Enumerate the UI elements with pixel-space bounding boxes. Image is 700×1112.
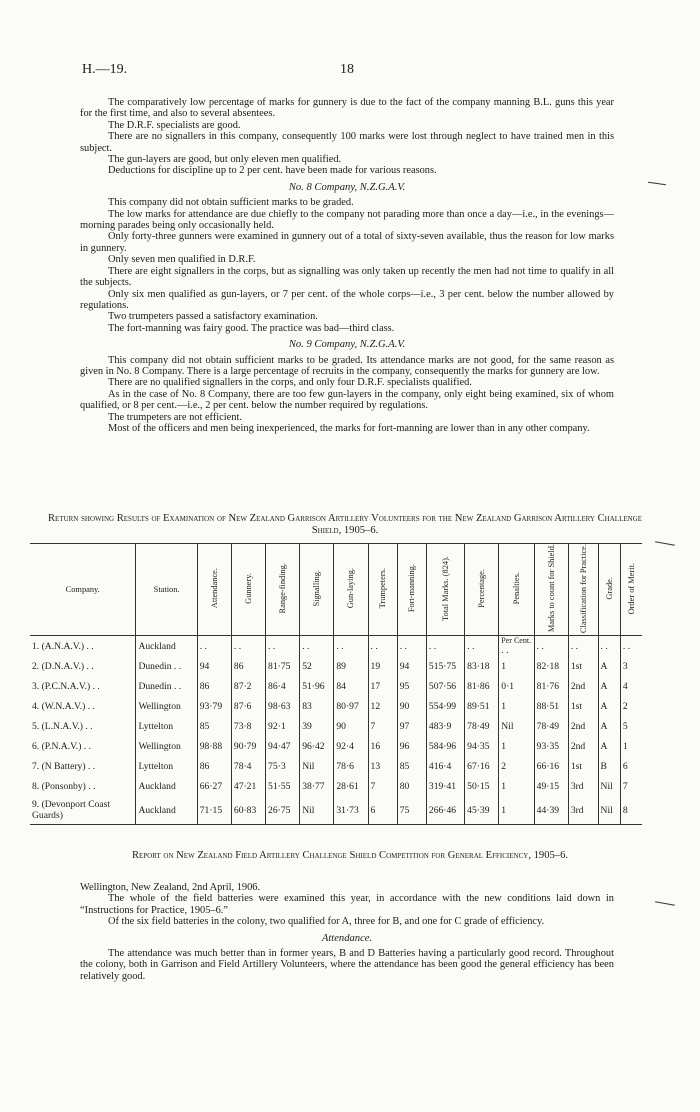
- table-cell: 3: [620, 656, 642, 676]
- table-cell: Dunedin . .: [136, 656, 197, 676]
- paragraph: As in the case of No. 8 Company, there are too few gun-layers in the company, only eight being examined, six of whom qualified, or 8 per cent.—i.e., 2 per cent. below the number required by regulations.: [80, 388, 614, 412]
- table-cell: 2nd: [568, 676, 598, 696]
- table-cell: 319·41: [426, 776, 464, 796]
- table-cell: 19: [368, 656, 397, 676]
- table-row: [30, 696, 642, 716]
- table-cell: [499, 636, 534, 657]
- table-cell: 5: [620, 716, 642, 736]
- table-cell: 96: [397, 736, 426, 756]
- margin-mark: [648, 182, 666, 185]
- column-header: Fort-manning.: [407, 564, 417, 613]
- table-row: [30, 636, 642, 657]
- table-cell: 1: [499, 656, 534, 676]
- table-cell: 9. (Devonport Coast Guards): [30, 796, 136, 825]
- table-cell: 2: [499, 756, 534, 776]
- section-heading: No. 8 Company, N.Z.G.A.V.: [288, 181, 406, 193]
- table-row: [30, 776, 642, 796]
- table-cell: . .: [620, 636, 642, 657]
- table-cell: 78·6: [334, 756, 368, 776]
- table-cell: 94·47: [266, 736, 300, 756]
- table-body: [30, 636, 642, 825]
- results-table: [30, 543, 642, 825]
- table-cell: 3rd: [568, 796, 598, 825]
- table-cell: Nil: [598, 796, 620, 825]
- table-cell: 44·39: [534, 796, 568, 825]
- paragraph: The low marks for attendance are due chiefly to the company not parading more than once a day—i.e., in the evenings—morning parades being only occasionally held.: [80, 208, 614, 232]
- table-cell: 3rd: [568, 776, 598, 796]
- table-cell: 94: [197, 656, 231, 676]
- table-cell: 1: [499, 696, 534, 716]
- table-cell: A: [598, 676, 620, 696]
- paragraph: This company did not obtain sufficient marks to be graded.: [108, 197, 354, 209]
- table-cell: 507·56: [426, 676, 464, 696]
- margin-mark: [655, 541, 675, 545]
- table-cell: 7: [368, 776, 397, 796]
- table-cell: 93·35: [534, 736, 568, 756]
- paragraph: This company did not obtain sufficient marks to be graded. Its attendance marks are not good, for the same reason as given in No. 8 Company. There is a large percentage of recruits in the company, consequently the marks for gunnery are low.: [80, 354, 614, 377]
- table-cell: 47·21: [231, 776, 265, 796]
- table-cell: 66·27: [197, 776, 231, 796]
- penalty-unit: Per Cent.: [501, 636, 532, 646]
- paragraph: Only six men qualified as gun-layers, or 7 per cent. of the whole corps—i.e., 3 per cent. below the number allowed by regulations.: [80, 288, 614, 311]
- table-cell: Wellington: [136, 696, 197, 716]
- table-cell: . .: [426, 636, 464, 657]
- table-cell: 81·86: [465, 676, 499, 696]
- column-header: Classification for Practice.: [578, 544, 588, 634]
- table-cell: 483·9: [426, 716, 464, 736]
- table-cell: 1: [620, 736, 642, 756]
- table-cell: . .: [197, 636, 231, 657]
- table-cell: Auckland: [136, 776, 197, 796]
- table-cell: 515·75: [426, 656, 464, 676]
- table-cell: 86: [197, 676, 231, 696]
- table-cell: 94·35: [465, 736, 499, 756]
- table-cell: 7: [620, 776, 642, 796]
- table-cell: 88·51: [534, 696, 568, 716]
- column-header: Total Marks. (824).: [441, 556, 451, 622]
- table-cell: Lyttelton: [136, 756, 197, 776]
- table-cell: . .: [598, 636, 620, 657]
- table-cell: Auckland: [136, 796, 197, 825]
- table-cell: . .: [568, 636, 598, 657]
- table-cell: A: [598, 656, 620, 676]
- paragraph: There are eight signallers in the corps, but as signalling was only taken up recently the men had not time to qualify in all the subjects.: [80, 265, 614, 289]
- table-row: [30, 756, 642, 776]
- table-cell: 86: [197, 756, 231, 776]
- table-cell: 7: [368, 716, 397, 736]
- table-cell: 80: [397, 776, 426, 796]
- table-cell: 81·75: [266, 656, 300, 676]
- column-header: Signalling.: [312, 570, 322, 607]
- table-cell: 49·15: [534, 776, 568, 796]
- paragraph: There are no qualified signallers in the corps, and only four D.R.F. specialists qualified.: [108, 377, 472, 389]
- table-cell: 86: [231, 656, 265, 676]
- table-cell: 71·15: [197, 796, 231, 825]
- table-cell: 86·4: [266, 676, 300, 696]
- section-heading: Attendance.: [321, 932, 373, 944]
- table-cell: 93·79: [197, 696, 231, 716]
- table-cell: 38·77: [300, 776, 334, 796]
- table-cell: 98·63: [266, 696, 300, 716]
- table-cell: . .: [465, 636, 499, 657]
- page-number: 18: [340, 62, 354, 77]
- cell-value: . .: [501, 645, 509, 657]
- table-cell: 73·8: [231, 716, 265, 736]
- table-cell: 67·16: [465, 756, 499, 776]
- table-cell: 1: [499, 776, 534, 796]
- table-cell: 554·99: [426, 696, 464, 716]
- column-header: Company.: [30, 544, 136, 636]
- place-date: Wellington, New Zealand, 2nd April, 1906.: [80, 882, 261, 893]
- table-cell: Wellington: [136, 736, 197, 756]
- table-cell: 2nd: [568, 736, 598, 756]
- table-cell: 5. (L.N.A.V.) . .: [32, 720, 93, 732]
- table-cell: 8. (Ponsonby) . .: [32, 780, 96, 792]
- column-header: Grade.: [604, 577, 614, 600]
- table-cell: 17: [368, 676, 397, 696]
- table-cell: 31·73: [334, 796, 368, 825]
- table-cell: 2. (D.N.A.V.) . .: [32, 660, 94, 672]
- column-header: Station.: [136, 544, 197, 636]
- report-text: [80, 97, 614, 434]
- table-cell: 90: [397, 696, 426, 716]
- paragraph: The comparatively low percentage of marks for gunnery is due to the fact of the company manning B.L. guns this year for the first time, and also to several absentees.: [80, 97, 614, 120]
- table-cell: 16: [368, 736, 397, 756]
- table-cell: 8: [620, 796, 642, 825]
- table-cell: 1. (A.N.A.V.) . .: [32, 640, 94, 652]
- table-cell: 96·42: [300, 736, 334, 756]
- table-cell: 78·4: [231, 756, 265, 776]
- paragraph: The gun-layers are good, but only eleven men qualified.: [108, 154, 342, 166]
- table-cell: 1st: [568, 756, 598, 776]
- table-cell: 416·4: [426, 756, 464, 776]
- table-cell: 4. (W.N.A.V.) . .: [32, 700, 95, 712]
- table-cell: 4: [620, 676, 642, 696]
- table-row: [30, 736, 642, 756]
- table-cell: 1st: [568, 656, 598, 676]
- column-header: Gunnery.: [243, 573, 253, 604]
- table-cell: 89: [334, 656, 368, 676]
- table-cell: . .: [266, 636, 300, 657]
- table-row: [30, 716, 642, 736]
- table-cell: 3. (P.C.N.A.V.) . .: [32, 680, 100, 692]
- report-title: Report on New Zealand Field Artillery Challenge Shield Competition for General Efficiency, 1905–6.: [131, 850, 569, 861]
- table-title: Return showing Results of Examination of New Zealand Garrison Artillery Volunteers for the New Zealand Garrison Artillery Challenge Shield, 1905–6.: [47, 513, 643, 536]
- paragraph: Deductions for discipline up to 2 per cent. have been made for various reasons.: [108, 165, 437, 177]
- table-cell: 94: [397, 656, 426, 676]
- table-cell: 95: [397, 676, 426, 696]
- column-header: Penalties.: [511, 572, 521, 605]
- table-cell: 7. (N Battery) . .: [32, 760, 96, 772]
- section-heading: No. 9 Company, N.Z.G.A.V.: [288, 339, 406, 351]
- table-cell: 2: [620, 696, 642, 716]
- report-text: [80, 882, 614, 982]
- table-row: [30, 676, 642, 696]
- table-cell: 89·51: [465, 696, 499, 716]
- table-cell: 51·55: [266, 776, 300, 796]
- table-cell: 26·75: [266, 796, 300, 825]
- table-cell: 12: [368, 696, 397, 716]
- table-cell: Nil: [499, 716, 534, 736]
- paragraph: Two trumpeters passed a satisfactory examination.: [108, 311, 318, 323]
- table-cell: . .: [534, 636, 568, 657]
- table-cell: 85: [197, 716, 231, 736]
- paragraph: Of the six field batteries in the colony, two qualified for A, three for B, and one for C grade of efficiency.: [108, 916, 545, 928]
- column-header: Attendance.: [209, 568, 219, 609]
- table-cell: A: [598, 716, 620, 736]
- paragraph: The D.R.F. specialists are good.: [108, 119, 241, 131]
- table-cell: A: [598, 696, 620, 716]
- table-cell: 90·79: [231, 736, 265, 756]
- column-header: Trumpeters.: [378, 568, 388, 609]
- table-cell: 97: [397, 716, 426, 736]
- table-cell: Lyttelton: [136, 716, 197, 736]
- paragraph: The fort-manning was fairy good. The practice was bad—third class.: [108, 322, 395, 334]
- table-cell: 90: [334, 716, 368, 736]
- table-cell: Auckland: [136, 636, 197, 657]
- table-cell: 78·49: [465, 716, 499, 736]
- table-cell: . .: [368, 636, 397, 657]
- table-row: [30, 656, 642, 676]
- column-header: Gun-laying.: [346, 568, 356, 609]
- table-cell: 92·4: [334, 736, 368, 756]
- table-cell: 87·2: [231, 676, 265, 696]
- table-cell: 83·18: [465, 656, 499, 676]
- table-cell: 81·76: [534, 676, 568, 696]
- table-cell: 45·39: [465, 796, 499, 825]
- table-cell: 13: [368, 756, 397, 776]
- table-cell: 6: [620, 756, 642, 776]
- table-cell: 266·46: [426, 796, 464, 825]
- paragraph: Only forty-three gunners were examined in gunnery out of a total of sixty-seven available, thus the reason for low marks in gunnery.: [80, 231, 614, 254]
- table-cell: 98·88: [197, 736, 231, 756]
- table-cell: 75·3: [266, 756, 300, 776]
- table-cell: 584·96: [426, 736, 464, 756]
- table-cell: 66·16: [534, 756, 568, 776]
- table-cell: 82·18: [534, 656, 568, 676]
- table-cell: 6. (P.N.A.V.) . .: [32, 740, 91, 752]
- table-cell: . .: [397, 636, 426, 657]
- table-cell: 51·96: [300, 676, 334, 696]
- table-cell: 1st: [568, 696, 598, 716]
- paragraph: The attendance was much better than in former years, B and D Batteries having a particularly good record. Throughout the colony, both in Garrison and Field Artillery Volunteers, where the attendance has been good the general efficiency has been relatively good.: [80, 948, 614, 982]
- table-cell: Nil: [300, 756, 334, 776]
- table-cell: Dunedin . .: [136, 676, 197, 696]
- column-header: Percentage.: [477, 569, 487, 608]
- table-cell: 60·83: [231, 796, 265, 825]
- table-cell: 50·15: [465, 776, 499, 796]
- table-cell: Nil: [598, 776, 620, 796]
- table-cell: 1: [499, 736, 534, 756]
- paragraph: The whole of the field batteries were examined this year, in accordance with the new conditions laid down in “Instructions for Practice, 1905–6.”: [80, 893, 614, 916]
- paragraph: The trumpeters are not efficient.: [108, 411, 242, 423]
- table-cell: 83: [300, 696, 334, 716]
- table-cell: . .: [300, 636, 334, 657]
- column-header: Marks to count for Shield.: [546, 544, 556, 633]
- table-cell: 75: [397, 796, 426, 825]
- table-cell: 92·1: [266, 716, 300, 736]
- table-cell: 0·1: [499, 676, 534, 696]
- table-cell: 84: [334, 676, 368, 696]
- table-header-row: [30, 544, 642, 636]
- table-cell: 2nd: [568, 716, 598, 736]
- column-header: Range-finding.: [278, 563, 288, 614]
- table-cell: . .: [334, 636, 368, 657]
- table-cell: Nil: [300, 796, 334, 825]
- table-cell: 6: [368, 796, 397, 825]
- paragraph: Most of the officers and men being inexperienced, the marks for fort-manning are lower than in any other company.: [108, 422, 590, 434]
- column-header: Order of Merit.: [626, 562, 636, 615]
- paragraph: There are no signallers in this company, consequently 100 marks were lost through neglect to have trained men in this subject.: [80, 131, 614, 154]
- table-row: [30, 796, 642, 825]
- paragraph: Only seven men qualified in D.R.F.: [108, 254, 256, 266]
- table-cell: B: [598, 756, 620, 776]
- table-cell: 39: [300, 716, 334, 736]
- table-cell: 78·49: [534, 716, 568, 736]
- table-cell: 85: [397, 756, 426, 776]
- table-cell: 87·6: [231, 696, 265, 716]
- table-cell: A: [598, 736, 620, 756]
- margin-mark: [655, 901, 675, 905]
- table-cell: . .: [231, 636, 265, 657]
- table-cell: 28·61: [334, 776, 368, 796]
- table-cell: 80·97: [334, 696, 368, 716]
- document-reference: H.—19.: [82, 62, 128, 77]
- table-cell: 52: [300, 656, 334, 676]
- table-cell: 1: [499, 796, 534, 825]
